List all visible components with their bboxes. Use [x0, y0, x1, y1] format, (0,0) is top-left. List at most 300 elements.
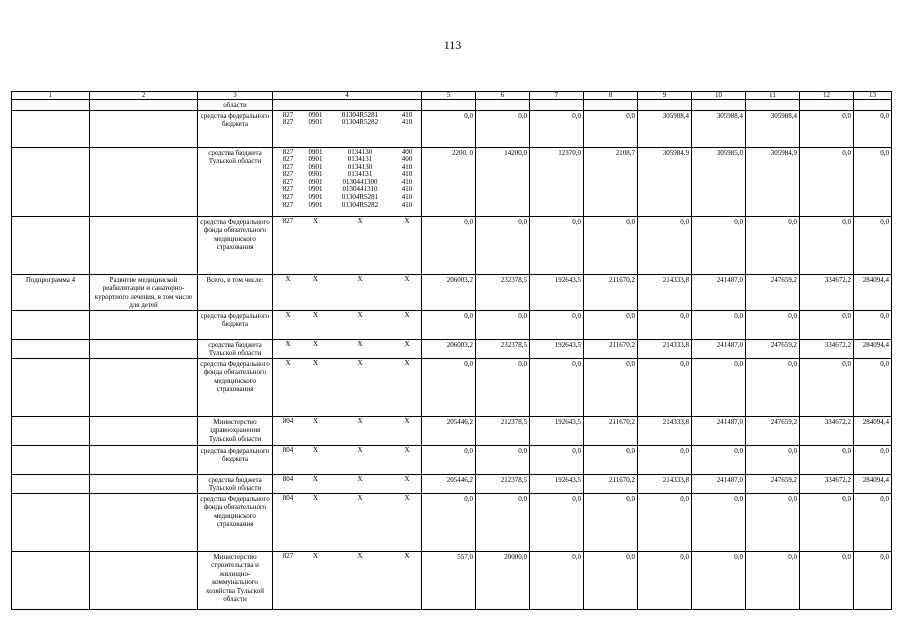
- expense-type-code: X: [404, 217, 410, 225]
- source-cell: Всего, в том числе:: [198, 274, 273, 310]
- value-col-8: 0,0: [584, 551, 638, 609]
- table-row: [12, 551, 892, 609]
- budget-codes-cell: [273, 339, 422, 358]
- description-cell: [90, 310, 198, 339]
- budget-codes-list: [275, 341, 422, 349]
- target-code: X: [357, 359, 363, 367]
- section-code: X: [312, 552, 319, 560]
- value-col-13: 0,0: [854, 110, 892, 147]
- admin-code: 827: [282, 217, 294, 225]
- program-cell: Подпрограмма 4: [12, 274, 90, 310]
- budget-codes-cell: [273, 147, 422, 216]
- column-number-12: 12: [800, 92, 854, 100]
- program-cell: [12, 474, 90, 493]
- value-col-10: 305985,0: [692, 147, 746, 216]
- budget-codes-cell: [273, 358, 422, 416]
- value-col-5: 0,0: [422, 110, 476, 147]
- description-cell: [90, 551, 198, 609]
- value-col-11: 0,0: [746, 493, 800, 551]
- table-row: [12, 493, 892, 551]
- admin-code: 827: [282, 194, 294, 202]
- program-cell: [12, 445, 90, 474]
- code-line: [275, 418, 422, 426]
- section-code: 0901: [308, 178, 323, 186]
- code-line: [275, 553, 422, 561]
- admin-code: 804: [282, 417, 294, 425]
- value-col-6: 0,0: [476, 493, 530, 551]
- value-col-9: 0,0: [638, 216, 692, 274]
- column-number-11: 11: [746, 92, 800, 100]
- value-col-5: 557,0: [422, 551, 476, 609]
- section-code: X: [312, 417, 319, 425]
- description-cell: [90, 216, 198, 274]
- value-col-12: 334672,2: [800, 339, 854, 358]
- value-col-11: 305984,9: [746, 147, 800, 216]
- admin-code: 827: [282, 119, 294, 127]
- column-number-8: 8: [584, 92, 638, 100]
- section-code: 0901: [308, 171, 323, 179]
- value-col-7: 192643,5: [530, 474, 584, 493]
- value-col-13: 284094,4: [854, 416, 892, 445]
- column-number-5: 5: [422, 92, 476, 100]
- admin-code: 827: [282, 156, 294, 164]
- target-code: X: [357, 475, 363, 483]
- value-col-5: 0,0: [422, 445, 476, 474]
- admin-code: 827: [282, 552, 294, 560]
- target-code: 0130441300: [342, 178, 378, 186]
- expense-type-code: X: [404, 446, 410, 454]
- section-code: X: [312, 475, 319, 483]
- code-line: [275, 447, 422, 455]
- code-line: [275, 171, 422, 179]
- program-cell: [12, 551, 90, 609]
- target-code: X: [357, 417, 363, 425]
- budget-codes-list: [275, 418, 422, 426]
- value-col-12: 0,0: [800, 310, 854, 339]
- source-cell: средства Федерального фонда обязательного медицинского страхования: [198, 493, 273, 551]
- budget-codes-cell: [273, 474, 422, 493]
- budget-codes-cell: [273, 493, 422, 551]
- target-code: X: [357, 340, 363, 348]
- value-col-11: 0,0: [746, 445, 800, 474]
- value-col-13: 284094,4: [854, 274, 892, 310]
- value-col-12: 0,0: [800, 147, 854, 216]
- target-code: X: [357, 494, 363, 502]
- value-col-7: 192643,5: [530, 416, 584, 445]
- value-col-9: 0,0: [638, 310, 692, 339]
- value-col-6: 232378,5: [476, 339, 530, 358]
- budget-codes-cell: [273, 274, 422, 310]
- admin-code: X: [285, 340, 291, 348]
- admin-code: 827: [282, 163, 294, 171]
- value-col-8: [584, 100, 638, 111]
- code-line: [275, 186, 422, 194]
- value-col-10: 0,0: [692, 493, 746, 551]
- value-col-13: 0,0: [854, 551, 892, 609]
- value-col-5: 205446,2: [422, 416, 476, 445]
- column-number-1: 1: [12, 92, 90, 100]
- section-code: X: [312, 359, 319, 367]
- budget-codes-list: [275, 553, 422, 561]
- value-col-7: 0,0: [530, 493, 584, 551]
- section-code: 0901: [308, 148, 323, 156]
- code-line: [275, 119, 422, 127]
- code-line: [275, 149, 422, 157]
- source-cell: средства федерального бюджета: [198, 445, 273, 474]
- value-col-13: 284094,4: [854, 339, 892, 358]
- value-col-11: 0,0: [746, 551, 800, 609]
- budget-table: [11, 91, 892, 610]
- value-col-12: 334672,2: [800, 274, 854, 310]
- expense-type-code: X: [404, 359, 410, 367]
- expense-type-code: 400: [401, 156, 413, 164]
- expense-type-code: X: [404, 417, 410, 425]
- value-col-8: 2108,7: [584, 147, 638, 216]
- value-col-8: 211670,2: [584, 474, 638, 493]
- admin-code: X: [285, 275, 291, 283]
- value-col-5: [422, 100, 476, 111]
- value-col-11: 305988,4: [746, 110, 800, 147]
- budget-codes-list: [275, 447, 422, 455]
- value-col-8: 0,0: [584, 493, 638, 551]
- value-col-8: 0,0: [584, 310, 638, 339]
- value-col-8: 0,0: [584, 358, 638, 416]
- section-code: 0901: [308, 194, 323, 202]
- budget-codes-list: [275, 149, 422, 210]
- value-col-9: 0,0: [638, 551, 692, 609]
- description-cell: [90, 110, 198, 147]
- description-cell: [90, 416, 198, 445]
- source-cell: средства федерального бюджета: [198, 110, 273, 147]
- source-cell: средства Федерального фонда обязательного медицинского страхования: [198, 216, 273, 274]
- value-col-6: 0,0: [476, 110, 530, 147]
- value-col-7: 0,0: [530, 110, 584, 147]
- description-cell: Развитие медицинской реабилитации и санаторно-курортного лечения, в том числе для детей: [90, 274, 198, 310]
- value-col-13: [854, 100, 892, 111]
- column-number-row: [12, 92, 892, 100]
- value-col-5: 2200, 0: [422, 147, 476, 216]
- table-row: [12, 110, 892, 147]
- admin-code: 804: [282, 475, 294, 483]
- expense-type-code: 410: [401, 201, 413, 209]
- value-col-7: 192643,5: [530, 274, 584, 310]
- value-col-11: 0,0: [746, 310, 800, 339]
- value-col-11: 247659,2: [746, 339, 800, 358]
- code-line: [275, 164, 422, 172]
- code-line: [275, 202, 422, 210]
- value-col-8: 211670,2: [584, 339, 638, 358]
- value-col-7: 192643,5: [530, 339, 584, 358]
- value-col-6: 212378,5: [476, 474, 530, 493]
- column-number-7: 7: [530, 92, 584, 100]
- budget-codes-cell: [273, 216, 422, 274]
- description-cell: [90, 493, 198, 551]
- source-cell: Министерство здравоохранения Тульской области: [198, 416, 273, 445]
- value-col-7: 0,0: [530, 445, 584, 474]
- target-code: X: [357, 552, 363, 560]
- source-cell: средства Федерального фонда обязательного медицинского страхования: [198, 358, 273, 416]
- budget-codes-list: [275, 218, 422, 226]
- value-col-8: 0,0: [584, 216, 638, 274]
- target-code: X: [357, 217, 363, 225]
- source-cell: средства бюджета Тульской области: [198, 147, 273, 216]
- budget-codes-list: [275, 360, 422, 368]
- budget-codes-list: [275, 276, 422, 284]
- budget-codes-list: [275, 312, 422, 320]
- value-col-10: 0,0: [692, 445, 746, 474]
- value-col-10: [692, 100, 746, 111]
- value-col-7: 12370,0: [530, 147, 584, 216]
- value-col-10: 0,0: [692, 216, 746, 274]
- column-number-10: 10: [692, 92, 746, 100]
- value-col-6: 0,0: [476, 358, 530, 416]
- value-col-9: 214333,8: [638, 416, 692, 445]
- value-col-13: 0,0: [854, 445, 892, 474]
- value-col-11: [746, 100, 800, 111]
- value-col-9: 0,0: [638, 493, 692, 551]
- expense-type-code: 410: [401, 178, 413, 186]
- expense-type-code: X: [404, 552, 410, 560]
- value-col-5: 205446,2: [422, 474, 476, 493]
- value-col-10: 241487,0: [692, 274, 746, 310]
- column-number-4: 4: [273, 92, 422, 100]
- expense-type-code: 410: [401, 171, 413, 179]
- expense-type-code: X: [404, 475, 410, 483]
- source-cell: средства бюджета Тульской области: [198, 339, 273, 358]
- table-row: [12, 147, 892, 216]
- code-line: [275, 218, 422, 226]
- column-number-2: 2: [90, 92, 198, 100]
- table-row: [12, 274, 892, 310]
- value-col-7: 0,0: [530, 310, 584, 339]
- target-code: 01304R5281: [341, 194, 379, 202]
- value-col-9: 305984,9: [638, 147, 692, 216]
- target-code: 0130441310: [342, 186, 378, 194]
- table-row: [12, 416, 892, 445]
- admin-code: 804: [282, 494, 294, 502]
- expense-type-code: X: [404, 494, 410, 502]
- target-code: 01304R5282: [341, 201, 379, 209]
- budget-codes-cell: [273, 100, 422, 111]
- budget-codes-cell: [273, 110, 422, 147]
- code-line: [275, 476, 422, 484]
- code-line: [275, 179, 422, 187]
- column-number-3: 3: [198, 92, 273, 100]
- admin-code: X: [285, 311, 291, 319]
- expense-type-code: 410: [401, 186, 413, 194]
- value-col-8: 211670,2: [584, 416, 638, 445]
- table-row: [12, 310, 892, 339]
- value-col-5: 0,0: [422, 493, 476, 551]
- admin-code: 827: [282, 201, 294, 209]
- target-code: X: [357, 311, 363, 319]
- expense-type-code: 410: [401, 163, 413, 171]
- value-col-11: 0,0: [746, 216, 800, 274]
- target-code: X: [357, 446, 363, 454]
- value-col-8: 211670,2: [584, 274, 638, 310]
- value-col-6: 232378,5: [476, 274, 530, 310]
- budget-codes-cell: [273, 416, 422, 445]
- program-cell: [12, 100, 90, 111]
- value-col-5: 206003,2: [422, 274, 476, 310]
- section-code: X: [312, 311, 319, 319]
- value-col-10: 241487,0: [692, 474, 746, 493]
- value-col-9: 214333,8: [638, 274, 692, 310]
- target-code: 0134130: [347, 163, 373, 171]
- value-col-8: 0,0: [584, 445, 638, 474]
- value-col-12: 0,0: [800, 216, 854, 274]
- program-cell: [12, 310, 90, 339]
- code-line: [275, 312, 422, 320]
- code-line: [275, 276, 422, 284]
- section-code: 0901: [308, 119, 323, 127]
- section-code: 0901: [308, 111, 323, 119]
- column-number-6: 6: [476, 92, 530, 100]
- budget-codes-list: [275, 112, 422, 127]
- section-code: 0901: [308, 156, 323, 164]
- value-col-6: 212378,5: [476, 416, 530, 445]
- value-col-12: 0,0: [800, 358, 854, 416]
- value-col-6: 0,0: [476, 310, 530, 339]
- description-cell: [90, 474, 198, 493]
- value-col-12: [800, 100, 854, 111]
- table-row: [12, 216, 892, 274]
- value-col-7: [530, 100, 584, 111]
- value-col-10: 305988,4: [692, 110, 746, 147]
- code-line: [275, 495, 422, 503]
- section-code: X: [312, 340, 319, 348]
- section-code: X: [312, 275, 319, 283]
- target-code: X: [357, 275, 363, 283]
- admin-code: 827: [282, 171, 294, 179]
- value-col-8: 0,0: [584, 110, 638, 147]
- budget-codes-list: [275, 495, 422, 503]
- value-col-6: [476, 100, 530, 111]
- value-col-10: 241487,0: [692, 416, 746, 445]
- column-number-9: 9: [638, 92, 692, 100]
- source-cell: Министерство строительства и жилищно-коммунального хозяйства Тульской области: [198, 551, 273, 609]
- admin-code: X: [285, 359, 291, 367]
- code-line: [275, 112, 422, 120]
- admin-code: 827: [282, 178, 294, 186]
- code-line: [275, 341, 422, 349]
- value-col-10: 0,0: [692, 551, 746, 609]
- budget-codes-cell: [273, 551, 422, 609]
- value-col-13: 0,0: [854, 216, 892, 274]
- value-col-12: 0,0: [800, 551, 854, 609]
- expense-type-code: 400: [401, 148, 413, 156]
- target-code: 0134131: [347, 156, 373, 164]
- description-cell: [90, 100, 198, 111]
- value-col-13: 0,0: [854, 147, 892, 216]
- value-col-12: 334672,2: [800, 474, 854, 493]
- source-cell: области: [198, 100, 273, 111]
- budget-codes-cell: [273, 310, 422, 339]
- budget-codes-cell: [273, 445, 422, 474]
- expense-type-code: 410: [401, 194, 413, 202]
- value-col-7: 0,0: [530, 358, 584, 416]
- value-col-6: 20000,0: [476, 551, 530, 609]
- code-line: [275, 194, 422, 202]
- expense-type-code: X: [404, 275, 410, 283]
- value-col-9: [638, 100, 692, 111]
- table-row: [12, 474, 892, 493]
- value-col-12: 334672,2: [800, 416, 854, 445]
- description-cell: [90, 358, 198, 416]
- value-col-10: 0,0: [692, 358, 746, 416]
- program-cell: [12, 416, 90, 445]
- source-cell: средства бюджета Тульской области: [198, 474, 273, 493]
- value-col-11: 0,0: [746, 358, 800, 416]
- value-col-5: 0,0: [422, 216, 476, 274]
- target-code: 0134130: [347, 148, 373, 156]
- value-col-7: 0,0: [530, 216, 584, 274]
- section-code: X: [312, 217, 319, 225]
- value-col-13: 0,0: [854, 493, 892, 551]
- value-col-12: 0,0: [800, 110, 854, 147]
- section-code: X: [312, 446, 319, 454]
- value-col-5: 0,0: [422, 310, 476, 339]
- value-col-7: 0,0: [530, 551, 584, 609]
- value-col-11: 247659,2: [746, 474, 800, 493]
- value-col-9: 0,0: [638, 445, 692, 474]
- value-col-11: 247659,2: [746, 416, 800, 445]
- value-col-9: 305988,4: [638, 110, 692, 147]
- value-col-13: 284094,4: [854, 474, 892, 493]
- admin-code: 827: [282, 148, 294, 156]
- source-cell: средства федерального бюджета: [198, 310, 273, 339]
- table-row: [12, 100, 892, 111]
- program-cell: [12, 110, 90, 147]
- budget-codes-list: [275, 476, 422, 484]
- section-code: 0901: [308, 186, 323, 194]
- code-line: [275, 156, 422, 164]
- program-cell: [12, 147, 90, 216]
- program-cell: [12, 358, 90, 416]
- value-col-12: 0,0: [800, 445, 854, 474]
- program-cell: [12, 339, 90, 358]
- section-code: 0901: [308, 163, 323, 171]
- value-col-13: 0,0: [854, 358, 892, 416]
- table-row: [12, 339, 892, 358]
- table-row: [12, 445, 892, 474]
- expense-type-code: X: [404, 340, 410, 348]
- table-row: [12, 358, 892, 416]
- value-col-10: 241487,0: [692, 339, 746, 358]
- value-col-5: 206003,2: [422, 339, 476, 358]
- section-code: X: [312, 494, 319, 502]
- value-col-11: 247659,2: [746, 274, 800, 310]
- program-cell: [12, 493, 90, 551]
- value-col-10: 0,0: [692, 310, 746, 339]
- table-body: [12, 100, 892, 610]
- page-number: 113: [443, 38, 462, 52]
- value-col-6: 0,0: [476, 216, 530, 274]
- column-number-13: 13: [854, 92, 892, 100]
- value-col-5: 0,0: [422, 358, 476, 416]
- value-col-12: 0,0: [800, 493, 854, 551]
- expense-type-code: 410: [401, 119, 413, 127]
- value-col-9: 214333,8: [638, 474, 692, 493]
- description-cell: [90, 445, 198, 474]
- admin-code: 804: [282, 446, 294, 454]
- target-code: 0134131: [347, 171, 373, 179]
- value-col-6: 14200,0: [476, 147, 530, 216]
- admin-code: 827: [282, 111, 294, 119]
- description-cell: [90, 339, 198, 358]
- admin-code: 827: [282, 186, 294, 194]
- expense-type-code: 410: [401, 111, 413, 119]
